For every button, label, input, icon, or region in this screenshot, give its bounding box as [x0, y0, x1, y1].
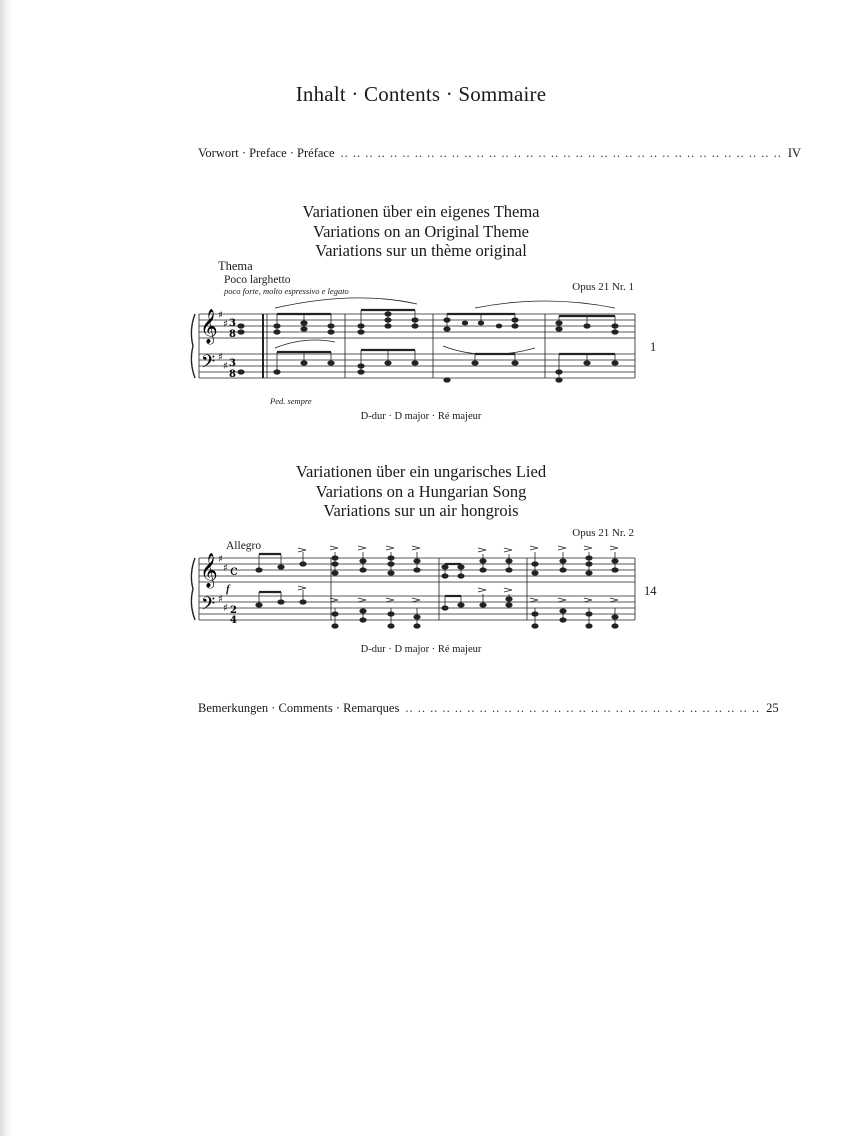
- dynamic-marking: f: [226, 583, 230, 595]
- page-title: Inhalt · Contents · Sommaire: [295, 82, 547, 106]
- key-sharp-icon: ♯: [223, 319, 228, 330]
- pedal-marking: Ped. sempre: [270, 396, 312, 406]
- toc-page-number: 25: [766, 701, 779, 715]
- tempo-marking: Allegro: [226, 540, 262, 552]
- work-title-line-de: Variationen über ein eigenes Thema: [302, 202, 540, 221]
- work-2-title[interactable]: [0, 462, 842, 521]
- key-sharp-icon: ♯: [223, 603, 228, 614]
- toc-entry-comments[interactable]: [198, 701, 779, 719]
- section-label: Thema: [218, 259, 253, 273]
- work-1-page-number: 1: [650, 340, 657, 354]
- page-edge-shadow: [0, 0, 12, 1136]
- work-2-page-number: 14: [644, 584, 657, 598]
- toc-label: Bemerkungen · Comments · Remarques: [198, 701, 400, 715]
- svg-text:3: 3: [229, 318, 236, 329]
- toc-entry-preface[interactable]: [198, 146, 802, 164]
- toc-leader-dots: .. .. .. .. .. .. .. .. .. .. .. .. .. .. .. .. .. .. .. .. .. .. .. .. .. .. .. .. .. .. .. .. .. .. .. ..: [340, 146, 782, 160]
- key-sharp-icon: ♯: [218, 594, 223, 605]
- expression-marking: poco forte, molto espressivo e legato: [224, 286, 349, 296]
- bass-clef-icon: 𝄢: [201, 352, 216, 377]
- work-1-title[interactable]: [0, 202, 842, 261]
- svg-text:4: 4: [230, 615, 237, 626]
- work-2-key: D-dur · D major · Ré majeur: [360, 644, 482, 655]
- toc-label: Vorwort · Preface · Préface: [198, 146, 335, 160]
- key-sharp-icon: ♯: [223, 563, 228, 574]
- treble-clef-icon: 𝄞: [200, 553, 218, 588]
- bass-clef-icon: 𝄢: [201, 594, 216, 619]
- key-sharp-icon: ♯: [218, 310, 223, 321]
- svg-text:8: 8: [229, 369, 236, 380]
- tempo-marking: Poco larghetto: [224, 274, 291, 286]
- work-title-line-fr: Variations sur un thème original: [315, 241, 527, 260]
- treble-clef-icon: 𝄞: [200, 309, 218, 344]
- key-sharp-icon: ♯: [218, 352, 223, 363]
- key-sharp-icon: ♯: [223, 361, 228, 372]
- opus-label: Opus 21 Nr. 2: [572, 527, 634, 539]
- toc-leader-dots: .. .. .. .. .. .. .. .. .. .. .. .. .. .. .. .. .. .. .. .. .. .. .. .. .. .. .. .. ..: [405, 701, 761, 715]
- svg-text:3: 3: [229, 358, 236, 369]
- music-incipit-2: [185, 548, 645, 638]
- work-1-key: D-dur · D major · Ré majeur: [360, 411, 482, 422]
- svg-text:2: 2: [230, 605, 237, 616]
- common-time-icon: c: [230, 563, 238, 579]
- opus-label: Opus 21 Nr. 1: [572, 281, 634, 293]
- key-sharp-icon: ♯: [218, 554, 223, 565]
- work-title-line-de: Variationen über ein ungarisches Lied: [295, 462, 547, 481]
- work-title-line-en: Variations on an Original Theme: [313, 221, 529, 241]
- music-incipit-1: [185, 296, 645, 396]
- toc-page-number: IV: [787, 146, 802, 160]
- work-title-line-fr: Variations sur un air hongrois: [323, 501, 519, 520]
- work-title-line-en: Variations on a Hungarian Song: [315, 481, 527, 501]
- svg-text:8: 8: [229, 329, 236, 340]
